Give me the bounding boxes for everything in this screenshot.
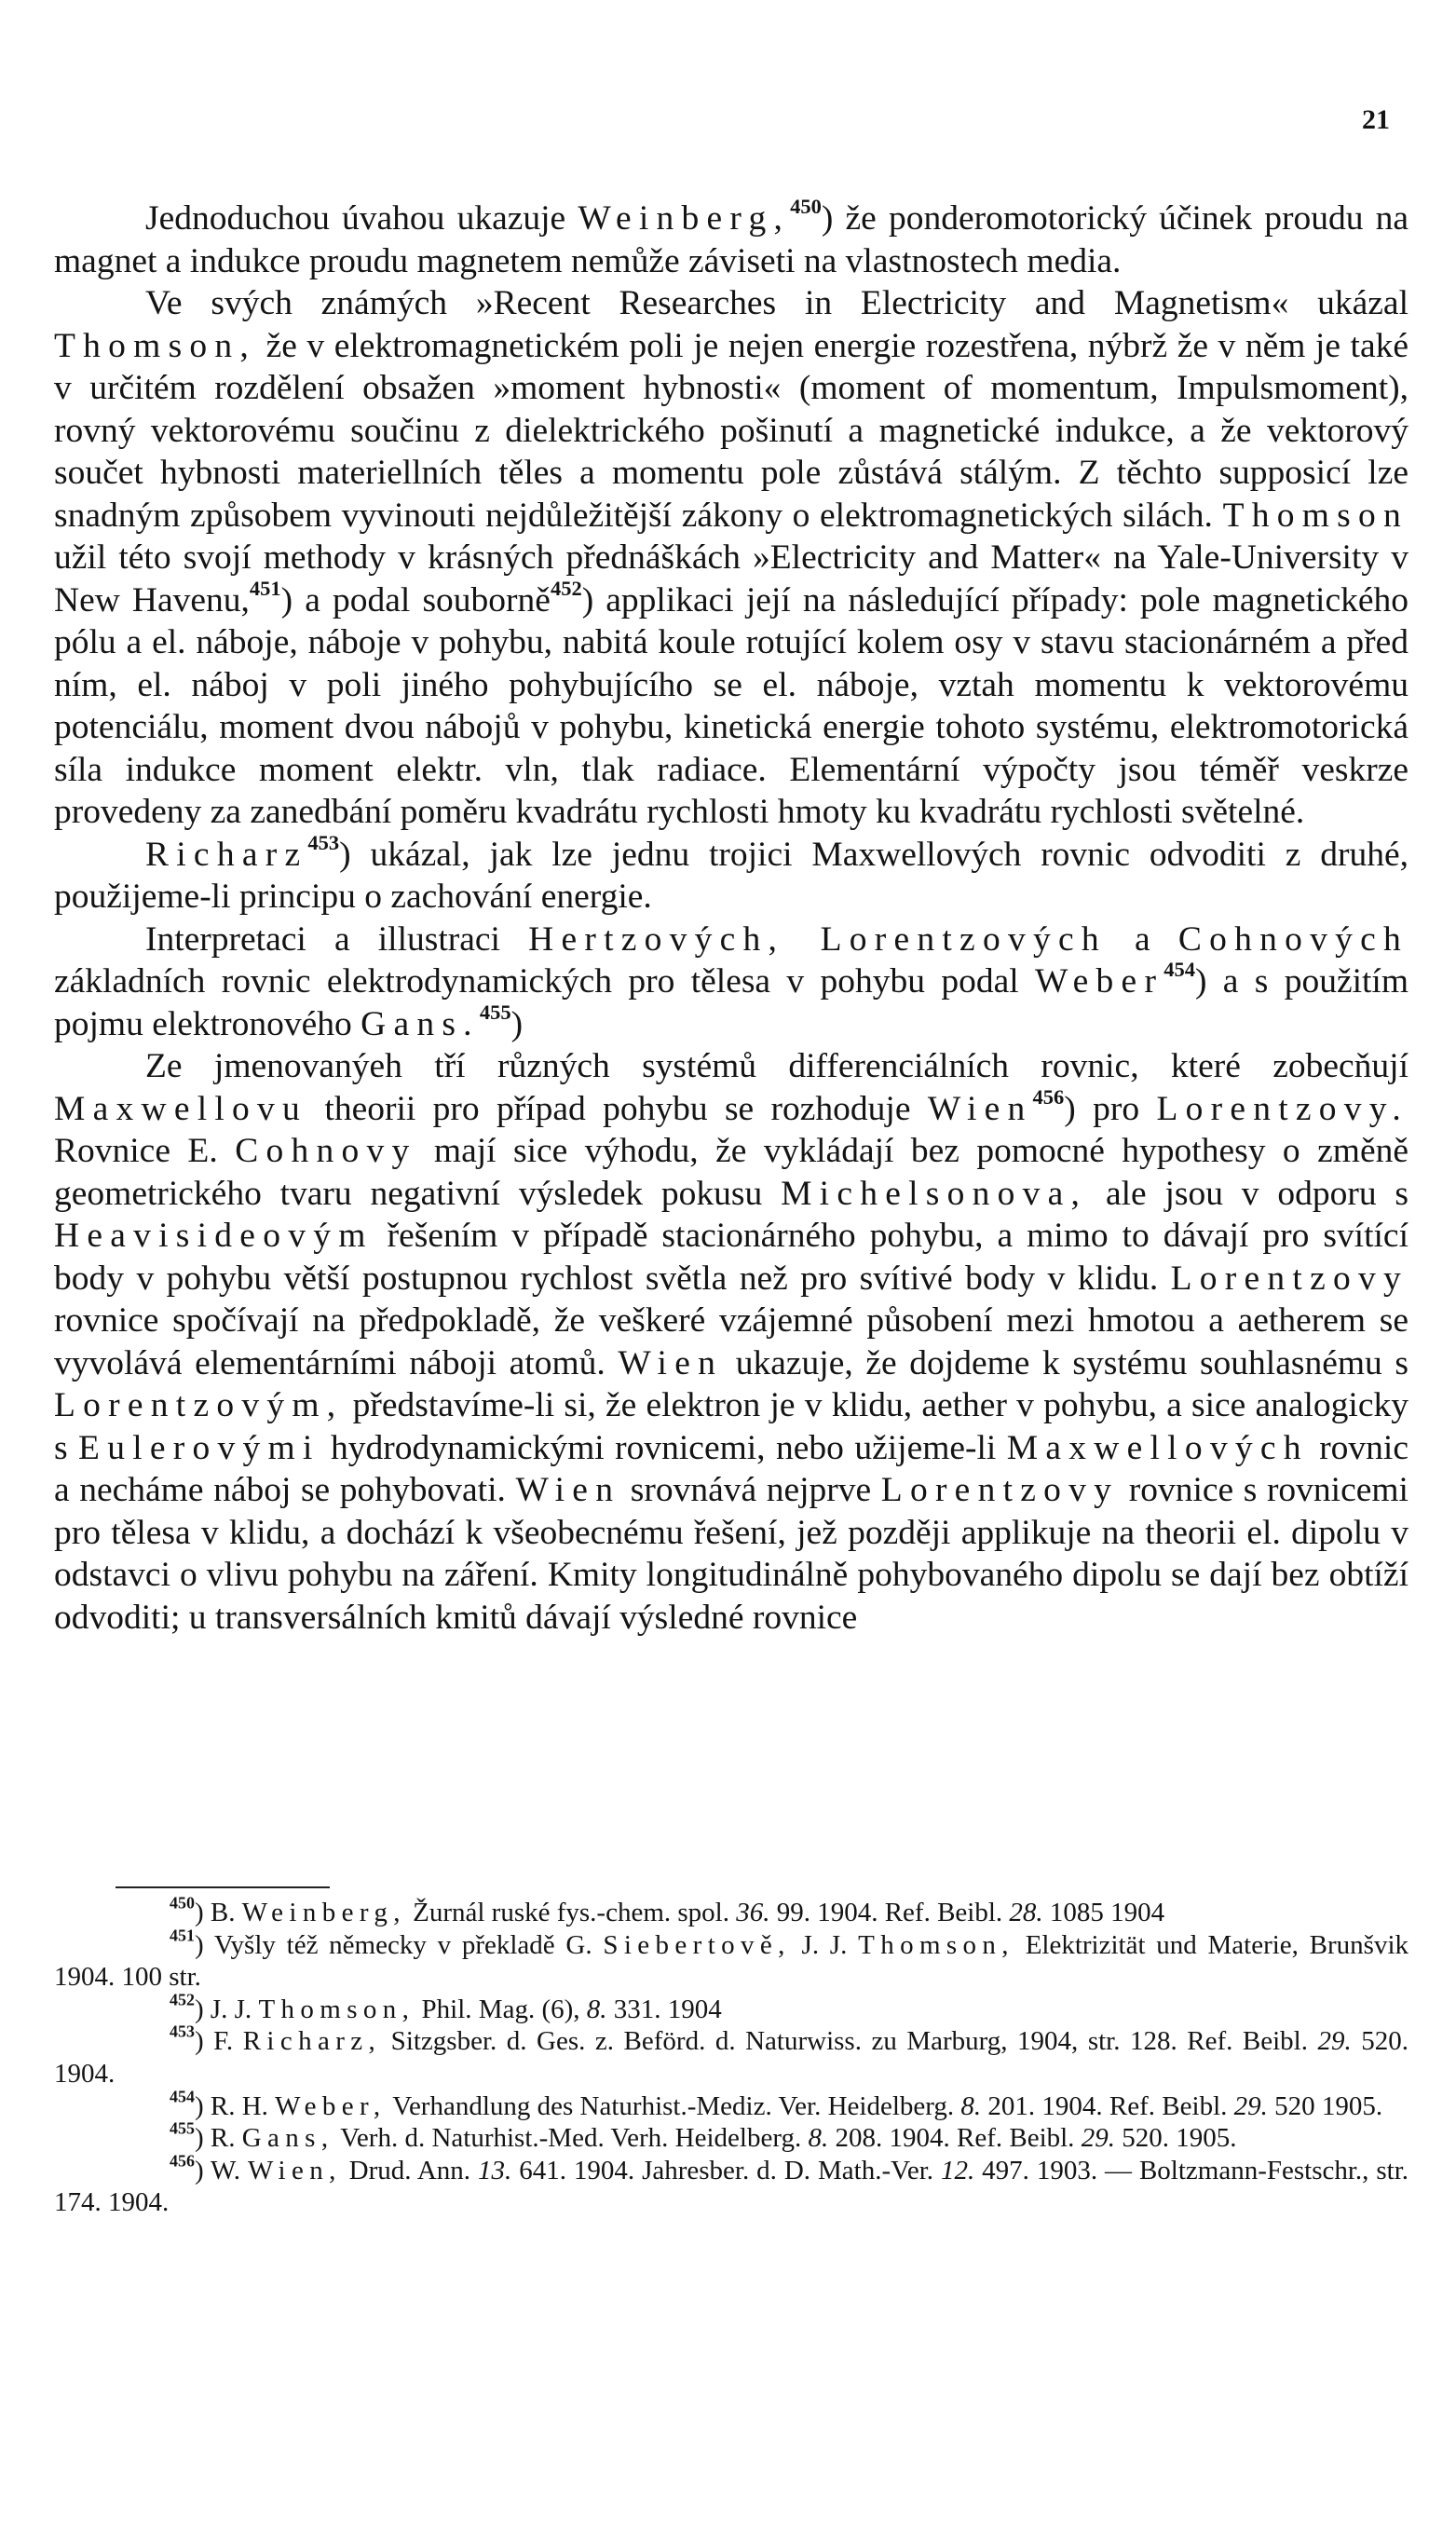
text-run: ) applikaci její na následující případy: pole magnetického pólu a el. náboje, náboje v pohybu, nabitá koule rotující kolem osy v stavu stacionárném a před ním, el. náboj v poli jiného pohybujícího se el. náboje, vztah momentu k vektorovému potenciálu, moment dvou nábojů v pohybu, kinetická energie tohoto systému, elektromotorická síla indukce moment elektr. vln, tlak radiace. Elementární výpočty jsou téměř veskrze provedeny za zanedbání poměru kvadrátu rychlosti hmoty ku kvadrátu rychlosti světelné. xyxy=(54,580,1409,831)
text-run: Žurnál ruské fys.-chem. spol. xyxy=(405,1898,737,1927)
text-run: mají sice výhodu, že vykládají bez pomocné hypothesy o změně geometrického tvaru negativní výsledek pokusu xyxy=(54,1132,1408,1213)
footnotes xyxy=(54,1893,1409,2219)
text-run: Interpretaci a illustraci xyxy=(145,919,529,959)
spaced-name: Thomson, xyxy=(858,1929,1014,1960)
text-run: ) že ponderomotorický účinek proudu na magnet a indukce proudu magnetem nemůže záviseti na vlastnostech media. xyxy=(54,199,1408,280)
text-run: ) xyxy=(510,1004,524,1043)
volume-number: 8. xyxy=(808,2123,829,2154)
text-run: ) R. H. xyxy=(194,2090,276,2121)
text-run: Ze jmenovanýeh tří různých systémů differenciálních rovnic, které zobecňují xyxy=(145,1047,1408,1085)
text-run: hydrodynamickými rovnicemi, nebo užijeme-li xyxy=(320,1428,1007,1467)
text-run: Jednoduchou úvahou ukazuje xyxy=(145,199,578,238)
footnote-ref: 453 xyxy=(307,830,340,854)
volume-number: 29. xyxy=(1317,2026,1352,2057)
footnote-454 xyxy=(54,2087,1408,2123)
spaced-name: Michelsonova, xyxy=(781,1174,1088,1213)
text-run: 520. 1905. xyxy=(1114,2123,1237,2154)
text-run: představíme-li si, že elektron je v klidu, aether v pohybu, a sice analogicky s xyxy=(54,1386,1408,1467)
spaced-name: Lorentzovy xyxy=(880,1471,1120,1509)
text-run: Elektrizität und Materie, Brunšvik 1904. 100 str. xyxy=(54,1929,1409,1993)
footnote-ref: 455 xyxy=(479,1000,511,1024)
volume-number: 29. xyxy=(1081,2123,1115,2154)
text-run: Rovnice E. xyxy=(54,1132,236,1170)
spaced-name: Weinberg, xyxy=(578,199,791,238)
paragraph xyxy=(54,1045,1408,1639)
footnote-separator xyxy=(116,1886,330,1888)
text-run: ) Vyšly též německy v překladě G. xyxy=(194,1929,604,1960)
spaced-name: Lorentzovy xyxy=(1170,1259,1408,1298)
text-run: ) J. J. xyxy=(194,1994,259,2024)
spaced-name: Richarz xyxy=(145,835,308,874)
footnote-ref: 450 xyxy=(170,1893,195,1913)
text-run: a xyxy=(1106,919,1178,959)
text-run: 99. 1904. Ref. Beibl. xyxy=(769,1898,1010,1927)
page-number: 21 xyxy=(1362,104,1390,135)
volume-number: 13. xyxy=(478,2155,512,2185)
text-run: ) a podal souborně xyxy=(280,580,551,619)
spaced-name: Heavisideovým xyxy=(54,1217,374,1255)
text-run: užil této svojí methody v krásných přednáškách »Electricity and Matter« na Yale-University v New Havenu, xyxy=(54,538,1408,619)
spaced-name: Wien, xyxy=(247,2155,342,2185)
volume-number: 8. xyxy=(960,2090,982,2121)
text-run: rovnice s rovnicemi pro tělesa v klidu, a dochází k všeobecnému řešení, jež později applikuje na theorii el. dipolu v odstavci o vlivu pohybu na záření. Kmity longitudinálně pohybovaného dipolu se dají bez obtíží odvoditi; u transversálních kmitů dávají výsledné rovnice xyxy=(54,1471,1408,1637)
paragraph xyxy=(54,282,1408,834)
text-run: řešením v případě stacionárného pohybu, a mimo to dávají pro svítící body v pohybu větší postupnou rychlost světla než pro svítivé body v klidu. xyxy=(54,1217,1408,1298)
text-run: rovnic a necháme náboj se pohybovati. xyxy=(54,1428,1408,1509)
footnote-ref: 451 xyxy=(170,1926,195,1945)
text-run: že v elektromagnetickém poli je nejen energie rozestřena, nýbrž že v něm je také v určitém rozdělení obsažen »moment hybnosti« (moment of momentum, Impulsmoment), rovný vektorovému součinu z dielektrického pošinutí a magnetické indukce, a že vektorový součet hybnosti materiellních těles a momentu pole zůstává stálým. Z těchto supposicí lze snadným způsobem vyvinouti nejdůležitější zákony o elektromagnetických silách. xyxy=(54,326,1408,535)
spaced-name: Eulerovými xyxy=(78,1428,320,1467)
spaced-name: Lorentzovým, xyxy=(54,1386,344,1424)
footnote-ref: 454 xyxy=(170,2087,195,2106)
text-run: Ve svých známých »Recent Researches in Electricity and Magnetism« ukázal xyxy=(145,284,1408,322)
volume-number: 28. xyxy=(1009,1898,1043,1927)
footnote-ref: 453 xyxy=(170,2022,195,2041)
text-run: Verh. d. Naturhist.-Med. Verh. Heidelberg. xyxy=(333,2123,809,2154)
paragraph xyxy=(54,830,1408,919)
text-run: ) B. xyxy=(194,1898,242,1927)
text-run: 201. 1904. Ref. Beibl. xyxy=(981,2090,1234,2121)
footnote-451 xyxy=(54,1926,1409,1994)
text-run: 1085 1904 xyxy=(1042,1898,1165,1927)
text-run: ) a s použitím pojmu elektronového xyxy=(54,962,1409,1043)
volume-number: 29. xyxy=(1233,2090,1268,2121)
spaced-name: Wien xyxy=(618,1343,724,1382)
spaced-name: Maxwellových xyxy=(1006,1428,1309,1467)
spaced-name: Wien xyxy=(515,1471,621,1509)
spaced-name: Wien xyxy=(927,1089,1033,1128)
text-run: ) W. xyxy=(194,2155,248,2185)
spaced-name: Weinberg, xyxy=(241,1898,406,1927)
text-run: 497. 1903. — Boltzmann-Festschr., str. 174. 1904. xyxy=(54,2155,1409,2218)
text-run: srovnává nejprve xyxy=(620,1471,881,1509)
text-run: ) ukázal, jak lze jednu trojici Maxwellových rovnic odvoditi z druhé, použijeme-li principu o zachování energie. xyxy=(54,835,1408,916)
footnote-455 xyxy=(54,2118,1408,2155)
text-run: 331. 1904 xyxy=(606,1994,722,2024)
spaced-name: Thomson xyxy=(1222,496,1408,535)
volume-number: 8. xyxy=(586,1994,607,2024)
text-run: J. J. xyxy=(790,1929,859,1960)
footnote-ref: 455 xyxy=(170,2118,195,2138)
footnote-ref: 454 xyxy=(1163,958,1195,982)
spaced-name: Richarz, xyxy=(242,2026,382,2057)
text-run: Phil. Mag. (6), xyxy=(415,1994,587,2024)
footnote-ref: 456 xyxy=(1032,1084,1065,1109)
body-text xyxy=(54,197,1408,1639)
text-run: ale jsou v odporu s xyxy=(1087,1174,1408,1213)
text-run: 520. 1904. xyxy=(54,2026,1408,2089)
footnote-ref: 451 xyxy=(249,576,281,600)
text-run: základních rovnic elektrodynamických pro tělesa v pohybu podal xyxy=(54,962,1036,1001)
paragraph xyxy=(54,919,1408,1046)
spaced-name: Gans, xyxy=(241,2123,334,2154)
paragraph xyxy=(54,197,1408,282)
footnote-ref: 452 xyxy=(550,576,582,600)
text-run: ukazuje, že dojdeme k systému souhlasnému s xyxy=(723,1343,1409,1382)
spaced-name: Cohnovy xyxy=(235,1132,417,1170)
footnote-ref: 450 xyxy=(790,195,822,219)
spaced-name: Cohnových xyxy=(1177,919,1408,959)
volume-number: 12. xyxy=(940,2155,975,2185)
spaced-name: Thomson, xyxy=(54,326,257,365)
text-run: rovnice spočívají na předpokladě, že veškeré vzájemné působení mezi hmotou a aetherem se vyvolává elementárními náboji atomů. xyxy=(54,1301,1408,1382)
spaced-name: Lorentzovy. xyxy=(1156,1089,1408,1128)
text-run: 208. 1904. Ref. Beibl. xyxy=(828,2123,1082,2154)
text-run: Sitzgsber. d. Ges. z. Beförd. d. Naturwiss. zu Marburg, 1904, str. 128. Ref. Beibl. xyxy=(381,2026,1318,2057)
spaced-name: Weber xyxy=(1035,962,1164,1001)
footnote-ref: 452 xyxy=(170,1990,195,2009)
volume-number: 36. xyxy=(736,1898,770,1927)
text-run: ) F. xyxy=(194,2026,243,2057)
footnote-450 xyxy=(54,1893,1408,1929)
text-run: 520 1905. xyxy=(1267,2090,1383,2121)
spaced-name: Siebertově, xyxy=(603,1929,791,1960)
footnote-ref: 456 xyxy=(170,2151,195,2171)
text-run: 641. 1904. Jahresber. d. D. Math.-Ver. xyxy=(511,2155,941,2185)
spaced-name: Maxwellovu xyxy=(54,1089,308,1128)
footnote-456 xyxy=(54,2151,1409,2219)
spaced-name: Hertzových, Lorentzových xyxy=(528,919,1107,959)
text-run: ) R. xyxy=(194,2123,242,2154)
text-run: Drud. Ann. xyxy=(341,2155,478,2185)
spaced-name: Thomson, xyxy=(258,1994,415,2024)
text-run: theorii pro případ pohybu se rozhoduje xyxy=(307,1089,928,1128)
spaced-name: Weber, xyxy=(275,2090,387,2121)
text-run: ) pro xyxy=(1064,1089,1157,1128)
footnote-453 xyxy=(54,2022,1408,2090)
spaced-name: Gans. xyxy=(361,1004,480,1043)
footnote-452 xyxy=(54,1990,1408,2026)
text-run: Verhandlung des Naturhist.-Mediz. Ver. Heidelberg. xyxy=(386,2090,961,2121)
